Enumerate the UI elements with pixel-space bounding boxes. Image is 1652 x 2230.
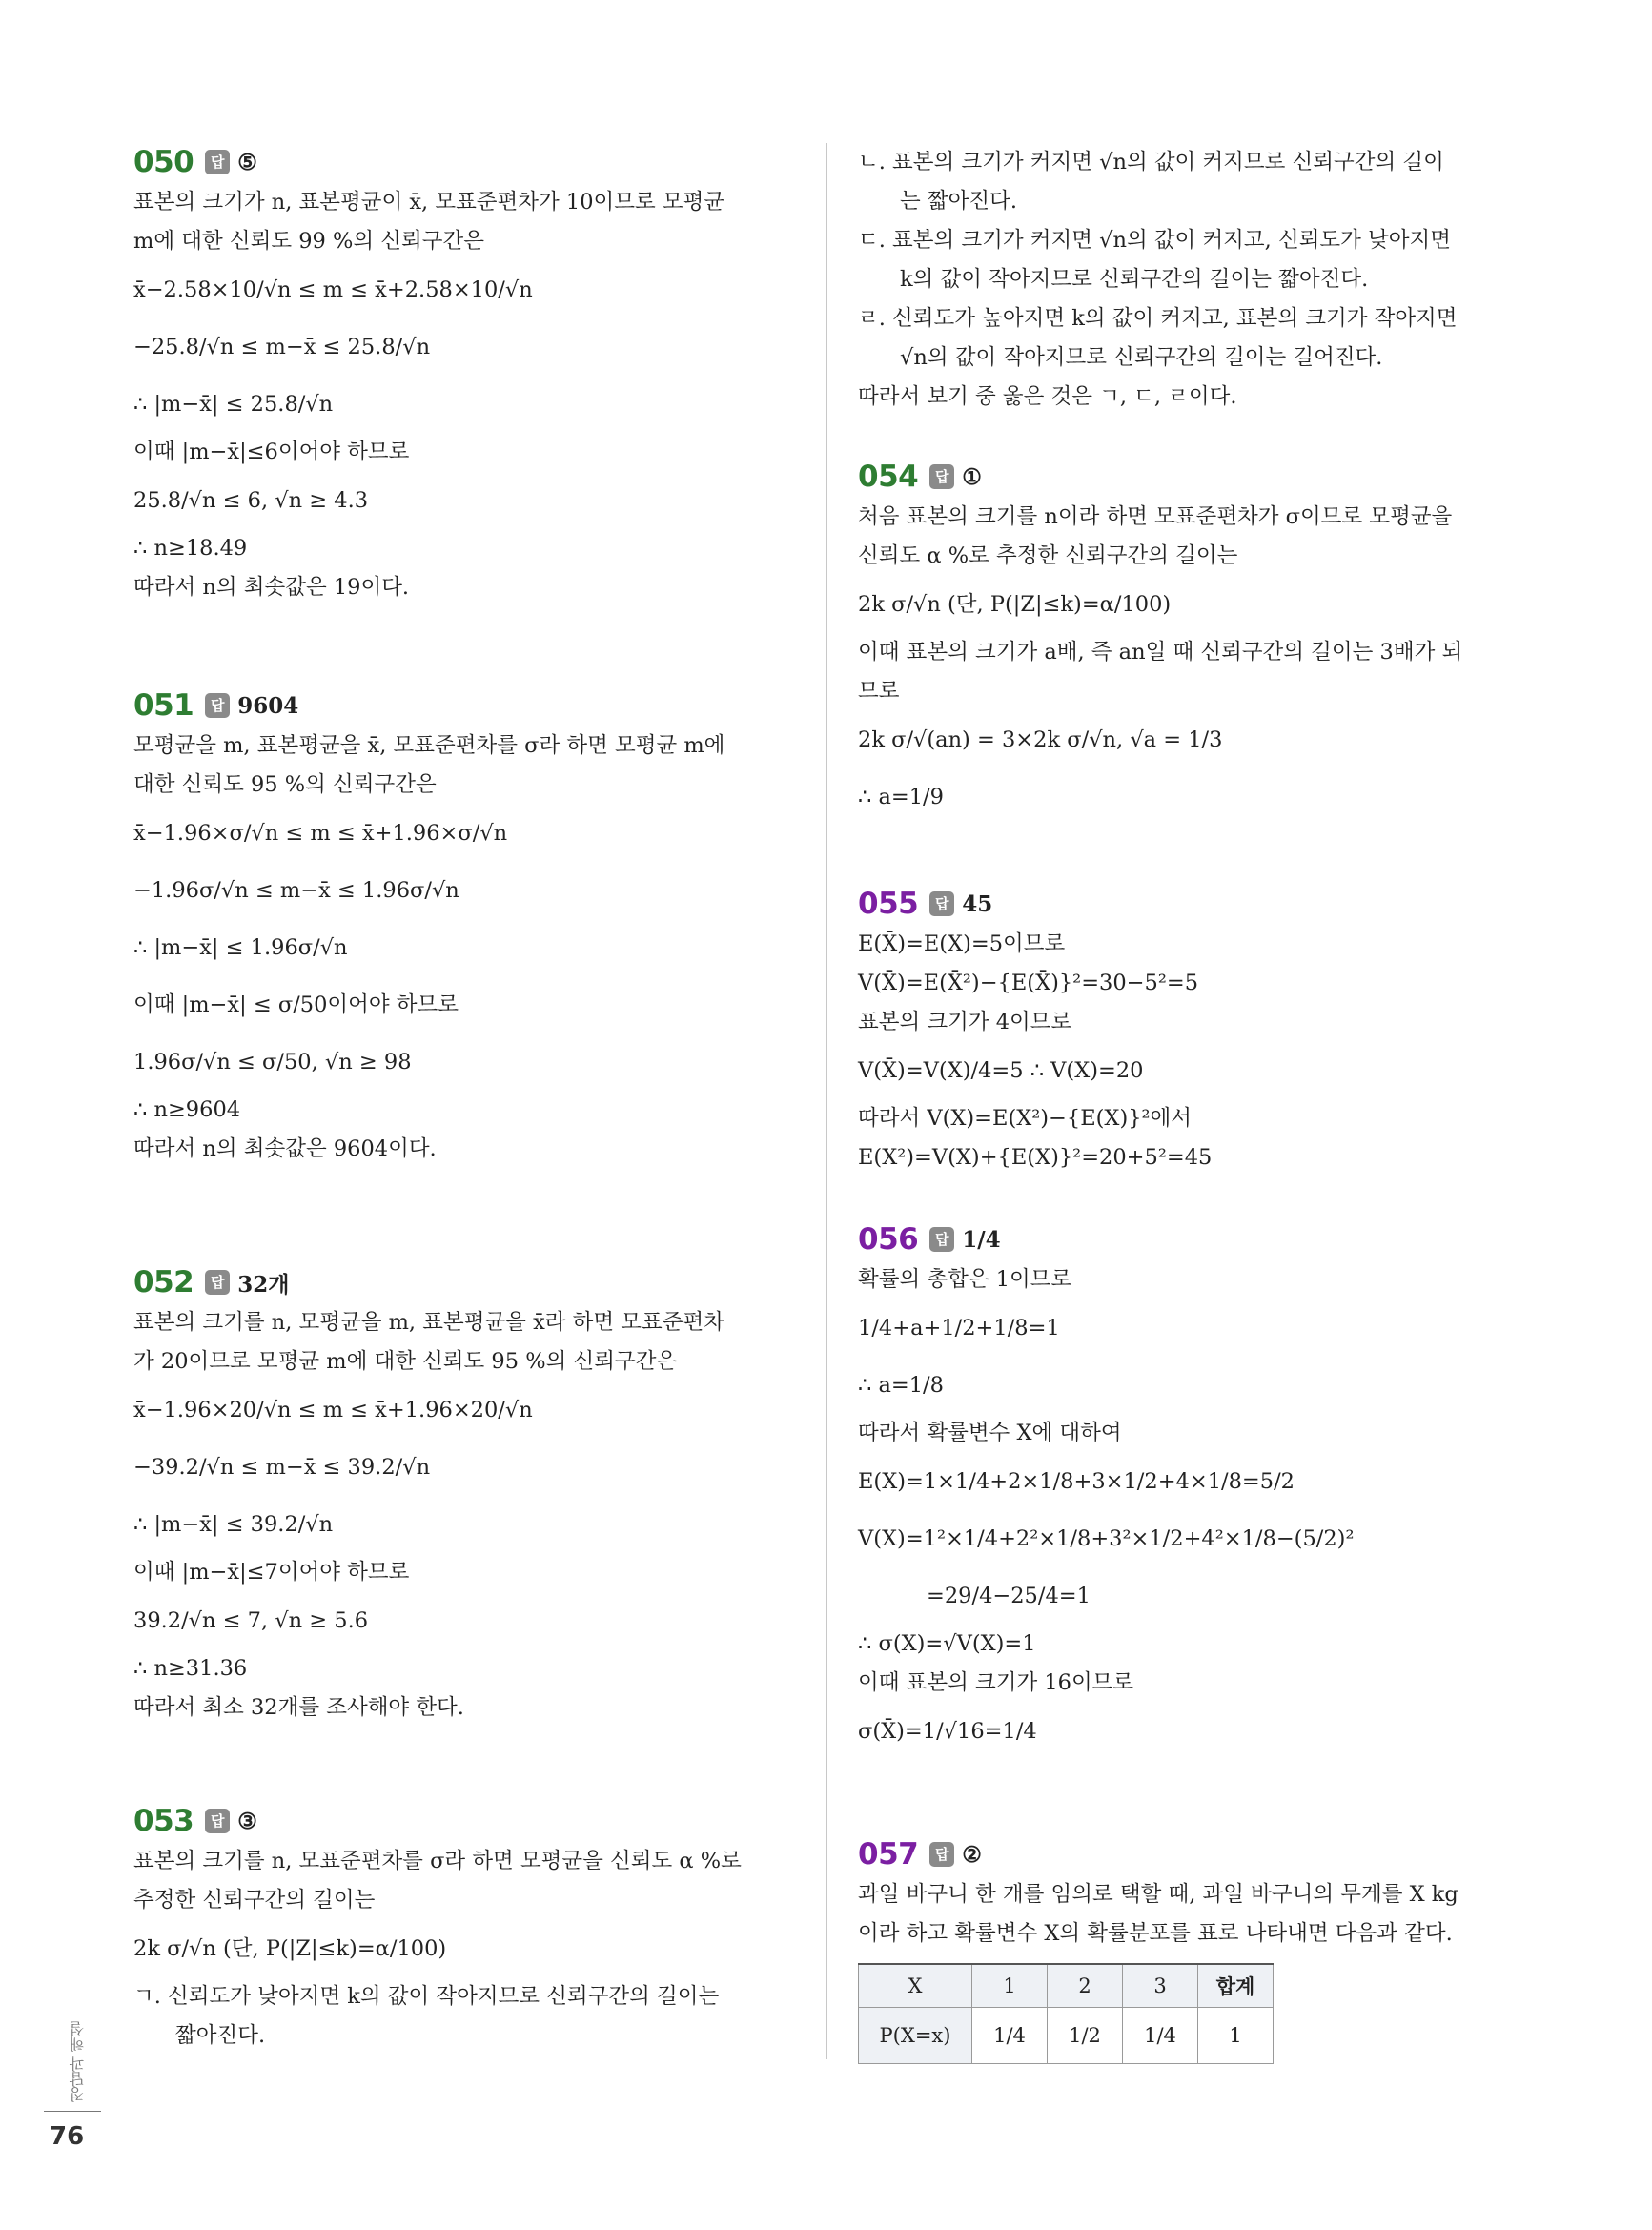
solution-line: 39.2/√n ≤ 7, √n ≥ 5.6 [133,1608,369,1633]
solution-line: −39.2/√n ≤ m−x̄ ≤ 39.2/√n [133,1455,431,1480]
solution-line: ∴ σ(X)=√V(X)=1 [858,1631,1036,1656]
solution-line: ㄴ. 표본의 크기가 커지면 √n의 값이 커지므로 신뢰구간의 길이 [858,150,1444,174]
solution-line: ∴ n≥9604 [133,1097,241,1122]
solution-line: 과일 바구니 한 개를 임의로 택할 때, 과일 바구니의 무게를 X kg [858,1882,1458,1907]
solution-line: E(X)=1×1/4+2×1/8+3×1/2+4×1/8=5/2 [858,1469,1295,1494]
solution-line: x̄−1.96×σ/√n ≤ m ≤ x̄+1.96×σ/√n [133,821,508,846]
solution-line: x̄−2.58×10/√n ≤ m ≤ x̄+2.58×10/√n [133,277,533,302]
solution-line: σ(X̄)=1/√16=1/4 [858,1719,1037,1744]
problem-header [133,1263,791,1301]
problem-header [133,686,791,725]
answer-value: ① [962,463,982,490]
solution-line: 이때 |m−x̄|≤6이어야 하므로 [133,440,410,464]
solution-line: 는 짧아진다. [900,189,1017,214]
solution-line: 따라서 n의 최솟값은 9604이다. [133,1136,437,1161]
table-cell: 1/4 [1123,2008,1198,2064]
solution-line: 2k σ/√n (단, P(|Z|≤k)=α/100) [133,1936,447,1961]
solution-line: ∴ a=1/9 [858,785,944,809]
solution-line: ∴ n≥18.49 [133,536,248,561]
problem-052 [133,1263,791,1728]
solution-line: V(X)=1²×1/4+2²×1/8+3²×1/2+4²×1/8−(5/2)² [858,1526,1355,1551]
solution-line: 2k σ/√(an) = 3×2k σ/√n, √a = 1/3 [858,727,1223,752]
problem-054 [858,458,1520,826]
solution-line: 신뢰도 α %로 추정한 신뢰구간의 길이는 [858,543,1238,568]
solution-line: 1.96σ/√n ≤ σ/50, √n ≥ 98 [133,1050,412,1074]
problem-number: 052 [133,1265,194,1299]
solution-line: 따라서 확률변수 X에 대하여 [858,1421,1122,1445]
solution-line: 따라서 n의 최솟값은 19이다. [133,575,410,600]
page-rule [44,2111,101,2112]
solution-line: 가 20이므로 모평균 m에 대한 신뢰도 95 %의 신뢰구간은 [133,1349,678,1374]
answer-badge: 답 [929,464,954,489]
solution-line: k의 값이 작아지므로 신뢰구간의 길이는 짧아진다. [900,267,1369,292]
distribution-table-wrap [858,1963,1520,2068]
solution-line: 2k σ/√n (단, P(|Z|≤k)=α/100) [858,592,1172,617]
problem-050 [133,143,791,607]
problem-header [858,1220,1520,1258]
solution-line: ㄹ. 신뢰도가 높아지면 k의 값이 커지고, 표본의 크기가 작아지면 [858,306,1458,331]
solution-line: √n의 값이 작아지므로 신뢰구간의 길이는 길어진다. [900,345,1383,370]
solution-line: 따라서 V(X)=E(X²)−{E(X)}²에서 [858,1106,1193,1131]
table-cell: 1 [1198,2008,1274,2064]
solution-line: 이때 표본의 크기가 16이므로 [858,1670,1134,1695]
answer-badge: 답 [929,1227,954,1252]
table-header-cell: X [859,1964,972,2008]
solution-line: ∴ |m−x̄| ≤ 25.8/√n [133,392,334,417]
table-cell: 1/4 [972,2008,1048,2064]
problem-number: 056 [858,1222,919,1257]
table-header-cell: 1 [972,1964,1048,2008]
answer-badge: 답 [205,693,230,718]
solution-line: ∴ a=1/8 [858,1373,944,1398]
answer-value: ③ [237,1808,257,1834]
answer-value: 9604 [237,692,299,719]
table-header-cell: 합계 [1198,1964,1274,2008]
table-header-row [859,1964,1274,2008]
solution-line: m에 대한 신뢰도 99 %의 신뢰구간은 [133,229,484,254]
table-row [859,2008,1274,2064]
solution-line: 확률의 총합은 1이므로 [858,1267,1072,1292]
problem-number: 055 [858,887,919,921]
solution-line: 짧아진다. [175,2023,266,2048]
problem-057 [858,1835,1520,2068]
answer-badge: 답 [929,1842,954,1867]
problem-number: 050 [133,145,194,179]
solution-line: E(X²)=V(X)+{E(X)}²=20+5²=45 [858,1145,1213,1170]
solution-line: ∴ |m−x̄| ≤ 1.96σ/√n [133,935,348,960]
problem-053 [133,1802,791,2056]
table-header-cell: 3 [1123,1964,1198,2008]
solution-line: 표본의 크기를 n, 모표준편차를 σ라 하면 모평균을 신뢰도 α %로 [133,1849,742,1873]
problem-051 [133,686,791,1169]
solution-line: 처음 표본의 크기를 n이라 하면 모표준편차가 σ이므로 모평균을 [858,504,1453,529]
problem-number: 057 [858,1837,919,1872]
answer-value: ⑤ [237,149,257,175]
problem-header [858,458,1520,496]
table-cell: 1/2 [1048,2008,1123,2064]
column-divider [826,143,827,2059]
solution-line: V(X̄)=E(X̄²)−{E(X̄)}²=30−5²=5 [858,971,1199,995]
problem-header [133,1802,791,1840]
answer-badge: 답 [205,150,230,174]
problem-number: 051 [133,688,194,723]
distribution-table [858,1963,1274,2064]
solution-line: −25.8/√n ≤ m−x̄ ≤ 25.8/√n [133,335,431,359]
solution-line: 므로 [858,679,900,704]
solution-line: 추정한 신뢰구간의 길이는 [133,1888,376,1913]
solution-line: 이때 |m−x̄| ≤ σ/50이어야 하므로 [133,992,459,1017]
solution-line: 따라서 보기 중 옳은 것은 ㄱ, ㄷ, ㄹ이다. [858,384,1237,409]
solution-line: E(X̄)=E(X)=5이므로 [858,931,1066,956]
answer-value: 45 [962,890,993,917]
answer-badge: 답 [205,1809,230,1833]
section-side-label: 정답과 해설 [69,2021,87,2103]
problem-header [133,143,791,181]
solution-line: x̄−1.96×20/√n ≤ m ≤ x̄+1.96×20/√n [133,1398,533,1422]
table-cell: P(X=x) [859,2008,972,2064]
problem-number: 053 [133,1804,194,1838]
table-header-cell: 2 [1048,1964,1123,2008]
answer-value: ② [962,1841,982,1868]
solution-line: 표본의 크기가 n, 표본평균이 x̄, 모표준편차가 10이므로 모평균 [133,190,725,215]
solution-line: 25.8/√n ≤ 6, √n ≥ 4.3 [133,488,369,513]
answer-value: 1/4 [962,1226,1001,1253]
problem-number: 054 [858,460,919,494]
solution-line: ∴ |m−x̄| ≤ 39.2/√n [133,1512,334,1537]
solution-line: 대한 신뢰도 95 %의 신뢰구간은 [133,772,437,797]
answer-badge: 답 [205,1270,230,1295]
problem-056 [858,1220,1520,1760]
page-number: 76 [50,2122,85,2151]
solution-line: 표본의 크기를 n, 모평균을 m, 표본평균을 x̄라 하면 모표준편차 [133,1310,724,1335]
problem-053-continued [858,143,1520,417]
solution-line: ∴ n≥31.36 [133,1656,248,1681]
answer-value: 32개 [237,1271,290,1298]
solution-line: 모평균을 m, 표본평균을 x̄, 모표준편차를 σ라 하면 모평균 m에 [133,733,725,758]
solution-line: 따라서 최소 32개를 조사해야 한다. [133,1695,464,1720]
problem-header [858,885,1520,923]
solution-line: ㄷ. 표본의 크기가 커지면 √n의 값이 커지고, 신뢰도가 낮아지면 [858,228,1451,253]
solution-line: 표본의 크기가 4이므로 [858,1010,1072,1034]
solution-line: ㄱ. 신뢰도가 낮아지면 k의 값이 작아지므로 신뢰구간의 길이는 [133,1984,720,2009]
solution-line: 이라 하고 확률변수 X의 확률분포를 표로 나타내면 다음과 같다. [858,1921,1453,1946]
solution-line: 1/4+a+1/2+1/8=1 [858,1316,1060,1340]
solution-line: V(X̄)=V(X)/4=5 ∴ V(X)=20 [858,1058,1144,1083]
solution-line: 이때 표본의 크기가 a배, 즉 an일 때 신뢰구간의 길이는 3배가 되 [858,640,1463,665]
problem-055 [858,885,1520,1177]
solution-line: =29/4−25/4=1 [927,1584,1091,1608]
solution-line: −1.96σ/√n ≤ m−x̄ ≤ 1.96σ/√n [133,878,459,903]
problem-header [858,1835,1520,1873]
solution-line: 이때 |m−x̄|≤7이어야 하므로 [133,1560,410,1585]
answer-badge: 답 [929,891,954,916]
